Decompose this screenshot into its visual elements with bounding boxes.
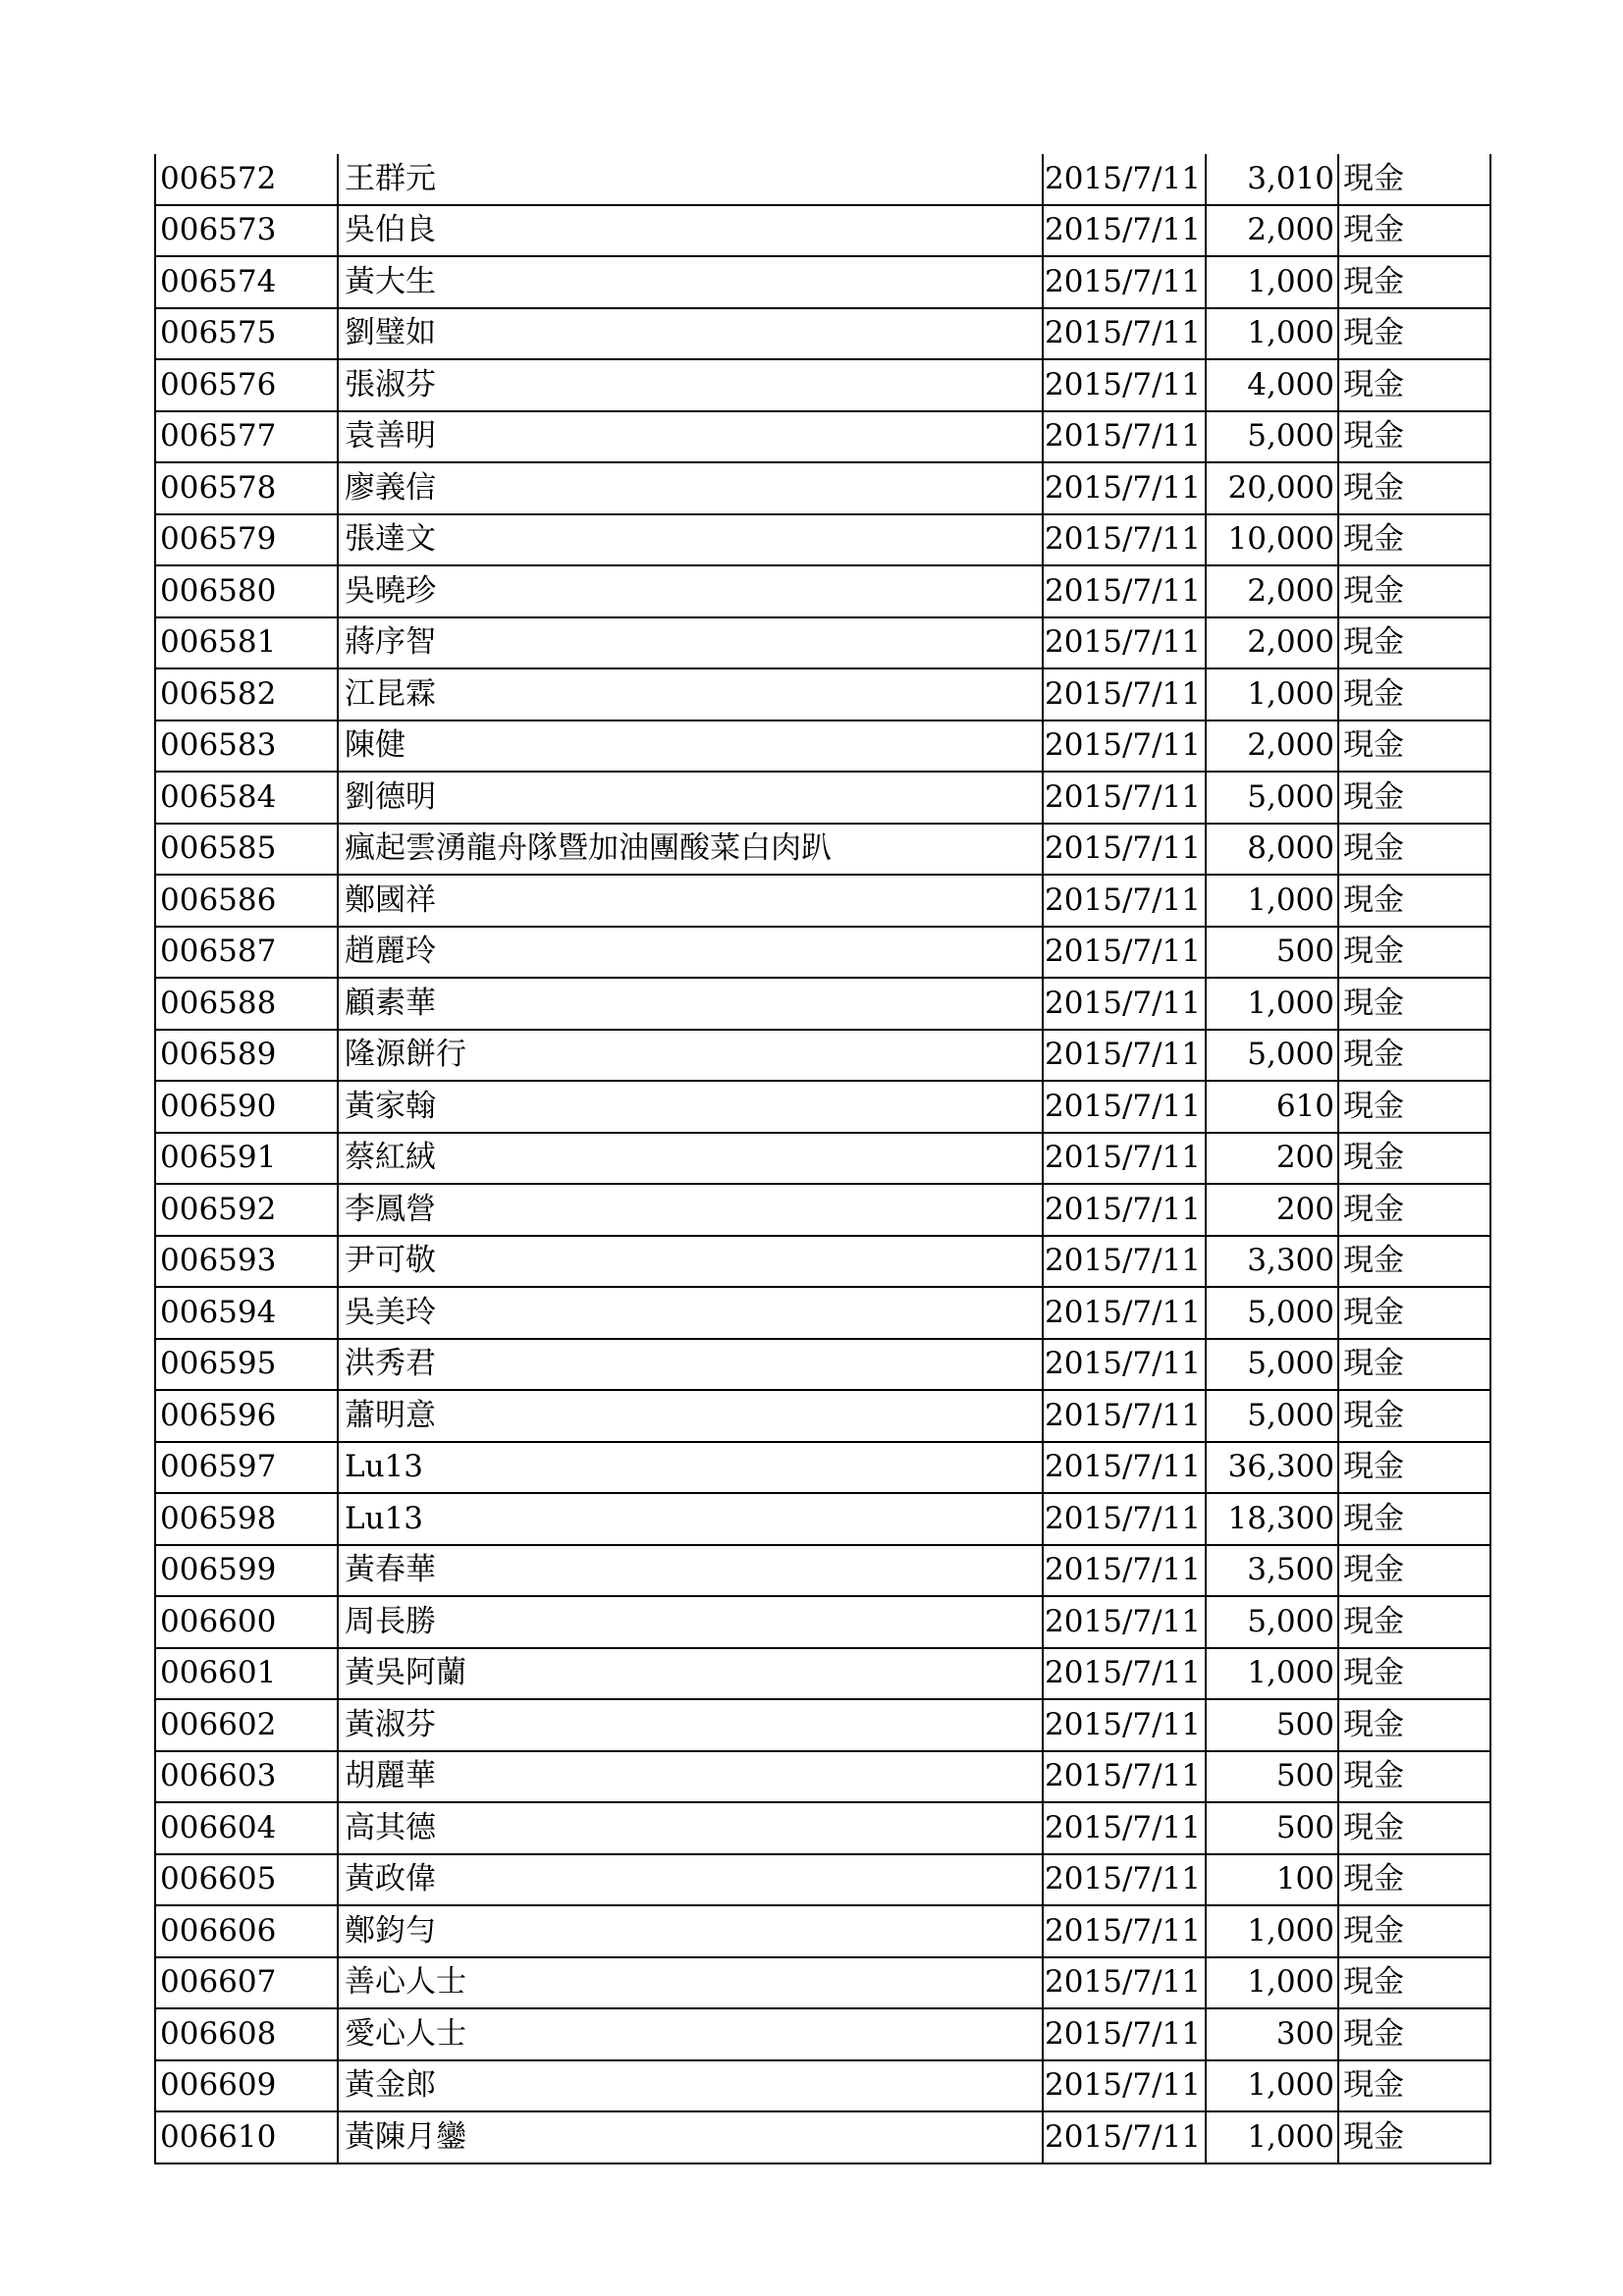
table-row <box>155 1648 1490 1700</box>
donation-date-cell: 2015/7/11 <box>1043 1957 1206 2009</box>
payment-method-cell: 現金 <box>1338 1442 1490 1494</box>
amount-cell: 4,000 <box>1206 359 1338 411</box>
donation-date-cell: 2015/7/11 <box>1043 205 1206 257</box>
donation-date-cell: 2015/7/11 <box>1043 668 1206 721</box>
amount-cell: 2,000 <box>1206 721 1338 773</box>
payment-method-cell: 現金 <box>1338 462 1490 514</box>
amount-cell: 100 <box>1206 1854 1338 1906</box>
payment-method-cell: 現金 <box>1338 411 1490 463</box>
payment-method-cell: 現金 <box>1338 2111 1490 2163</box>
amount-cell: 500 <box>1206 1751 1338 1803</box>
amount-cell: 3,010 <box>1206 154 1338 205</box>
table-row <box>155 514 1490 566</box>
amount-cell: 5,000 <box>1206 772 1338 824</box>
amount-cell: 3,500 <box>1206 1545 1338 1597</box>
payment-method-cell: 現金 <box>1338 1133 1490 1185</box>
receipt-number-cell: 006574 <box>155 256 338 308</box>
table-row <box>155 875 1490 927</box>
table-row <box>155 1030 1490 1082</box>
receipt-number-cell: 006582 <box>155 668 338 721</box>
donation-date-cell: 2015/7/11 <box>1043 1596 1206 1648</box>
amount-cell: 10,000 <box>1206 514 1338 566</box>
payment-method-cell: 現金 <box>1338 1648 1490 1700</box>
donor-name-cell: 黃春華 <box>338 1545 1043 1597</box>
amount-cell: 1,000 <box>1206 308 1338 360</box>
amount-cell: 2,000 <box>1206 205 1338 257</box>
amount-cell: 8,000 <box>1206 824 1338 876</box>
donor-name-cell: 黃政偉 <box>338 1854 1043 1906</box>
donor-name-cell: 袁善明 <box>338 411 1043 463</box>
donor-name-cell: 顧素華 <box>338 978 1043 1030</box>
table-row <box>155 154 1490 205</box>
amount-cell: 3,300 <box>1206 1236 1338 1288</box>
donor-name-cell: 張淑芬 <box>338 359 1043 411</box>
payment-method-cell: 現金 <box>1338 824 1490 876</box>
payment-method-cell: 現金 <box>1338 565 1490 617</box>
donor-name-cell: 鄭國祥 <box>338 875 1043 927</box>
donor-name-cell: 洪秀君 <box>338 1339 1043 1391</box>
donation-date-cell: 2015/7/11 <box>1043 1081 1206 1133</box>
table-row <box>155 205 1490 257</box>
receipt-number-cell: 006583 <box>155 721 338 773</box>
donation-date-cell: 2015/7/11 <box>1043 1751 1206 1803</box>
payment-method-cell: 現金 <box>1338 205 1490 257</box>
receipt-number-cell: 006591 <box>155 1133 338 1185</box>
donor-name-cell: 劉璧如 <box>338 308 1043 360</box>
donation-date-cell: 2015/7/11 <box>1043 514 1206 566</box>
table-row <box>155 2008 1490 2060</box>
payment-method-cell: 現金 <box>1338 1699 1490 1751</box>
amount-cell: 5,000 <box>1206 1596 1338 1648</box>
donation-date-cell: 2015/7/11 <box>1043 1545 1206 1597</box>
amount-cell: 200 <box>1206 1133 1338 1185</box>
amount-cell: 500 <box>1206 1802 1338 1854</box>
receipt-number-cell: 006572 <box>155 154 338 205</box>
receipt-number-cell: 006606 <box>155 1905 338 1957</box>
donation-date-cell: 2015/7/11 <box>1043 565 1206 617</box>
donor-name-cell: 隆源餅行 <box>338 1030 1043 1082</box>
donor-name-cell: 黃金郎 <box>338 2060 1043 2112</box>
table-row <box>155 462 1490 514</box>
donation-date-cell: 2015/7/11 <box>1043 2060 1206 2112</box>
payment-method-cell: 現金 <box>1338 1184 1490 1236</box>
receipt-number-cell: 006597 <box>155 1442 338 1494</box>
payment-method-cell: 現金 <box>1338 1751 1490 1803</box>
donation-date-cell: 2015/7/11 <box>1043 1287 1206 1339</box>
table-row <box>155 1339 1490 1391</box>
payment-method-cell: 現金 <box>1338 514 1490 566</box>
receipt-number-cell: 006594 <box>155 1287 338 1339</box>
donor-name-cell: 蔡紅絨 <box>338 1133 1043 1185</box>
table-row <box>155 1802 1490 1854</box>
table-row <box>155 1596 1490 1648</box>
donation-date-cell: 2015/7/11 <box>1043 1802 1206 1854</box>
amount-cell: 1,000 <box>1206 978 1338 1030</box>
donation-date-cell: 2015/7/11 <box>1043 411 1206 463</box>
amount-cell: 610 <box>1206 1081 1338 1133</box>
donation-date-cell: 2015/7/11 <box>1043 875 1206 927</box>
receipt-number-cell: 006609 <box>155 2060 338 2112</box>
donation-date-cell: 2015/7/11 <box>1043 1493 1206 1545</box>
payment-method-cell: 現金 <box>1338 1545 1490 1597</box>
amount-cell: 2,000 <box>1206 617 1338 669</box>
donor-name-cell: 黃家翰 <box>338 1081 1043 1133</box>
table-row <box>155 1493 1490 1545</box>
donor-name-cell: 吳曉珍 <box>338 565 1043 617</box>
receipt-number-cell: 006608 <box>155 2008 338 2060</box>
donation-date-cell: 2015/7/11 <box>1043 1133 1206 1185</box>
donor-name-cell: 鄭鈞勻 <box>338 1905 1043 1957</box>
receipt-number-cell: 006584 <box>155 772 338 824</box>
payment-method-cell: 現金 <box>1338 1596 1490 1648</box>
table-row <box>155 617 1490 669</box>
amount-cell: 1,000 <box>1206 1648 1338 1700</box>
receipt-number-cell: 006607 <box>155 1957 338 2009</box>
receipt-number-cell: 006575 <box>155 308 338 360</box>
amount-cell: 5,000 <box>1206 1287 1338 1339</box>
payment-method-cell: 現金 <box>1338 927 1490 979</box>
donation-date-cell: 2015/7/11 <box>1043 1339 1206 1391</box>
payment-method-cell: 現金 <box>1338 978 1490 1030</box>
donor-name-cell: 廖義信 <box>338 462 1043 514</box>
donation-date-cell: 2015/7/11 <box>1043 824 1206 876</box>
amount-cell: 200 <box>1206 1184 1338 1236</box>
payment-method-cell: 現金 <box>1338 154 1490 205</box>
receipt-number-cell: 006598 <box>155 1493 338 1545</box>
payment-method-cell: 現金 <box>1338 2060 1490 2112</box>
payment-method-cell: 現金 <box>1338 256 1490 308</box>
amount-cell: 300 <box>1206 2008 1338 2060</box>
donor-name-cell: 李鳳營 <box>338 1184 1043 1236</box>
table-row <box>155 1390 1490 1442</box>
donation-date-cell: 2015/7/11 <box>1043 1442 1206 1494</box>
amount-cell: 1,000 <box>1206 1905 1338 1957</box>
table-row <box>155 772 1490 824</box>
payment-method-cell: 現金 <box>1338 721 1490 773</box>
table-row <box>155 565 1490 617</box>
receipt-number-cell: 006593 <box>155 1236 338 1288</box>
donation-date-cell: 2015/7/11 <box>1043 721 1206 773</box>
payment-method-cell: 現金 <box>1338 308 1490 360</box>
amount-cell: 36,300 <box>1206 1442 1338 1494</box>
amount-cell: 1,000 <box>1206 2060 1338 2112</box>
payment-method-cell: 現金 <box>1338 1957 1490 2009</box>
donation-date-cell: 2015/7/11 <box>1043 2008 1206 2060</box>
donor-name-cell: 趙麗玲 <box>338 927 1043 979</box>
table-row <box>155 1133 1490 1185</box>
table-row <box>155 978 1490 1030</box>
donor-name-cell: 黃大生 <box>338 256 1043 308</box>
table-row <box>155 668 1490 721</box>
receipt-number-cell: 006605 <box>155 1854 338 1906</box>
receipt-number-cell: 006601 <box>155 1648 338 1700</box>
amount-cell: 5,000 <box>1206 411 1338 463</box>
receipt-number-cell: 006585 <box>155 824 338 876</box>
payment-method-cell: 現金 <box>1338 772 1490 824</box>
table-row <box>155 1545 1490 1597</box>
table-row <box>155 1442 1490 1494</box>
payment-method-cell: 現金 <box>1338 1236 1490 1288</box>
receipt-number-cell: 006581 <box>155 617 338 669</box>
donor-name-cell: 王群元 <box>338 154 1043 205</box>
payment-method-cell: 現金 <box>1338 2008 1490 2060</box>
table-row <box>155 927 1490 979</box>
amount-cell: 1,000 <box>1206 668 1338 721</box>
table-row <box>155 359 1490 411</box>
receipt-number-cell: 006577 <box>155 411 338 463</box>
receipt-number-cell: 006578 <box>155 462 338 514</box>
donor-name-cell: 黃陳月鑾 <box>338 2111 1043 2163</box>
donation-date-cell: 2015/7/11 <box>1043 978 1206 1030</box>
table-row <box>155 1699 1490 1751</box>
donation-date-cell: 2015/7/11 <box>1043 1905 1206 1957</box>
table-row <box>155 1081 1490 1133</box>
donor-name-cell: 蔣序智 <box>338 617 1043 669</box>
donation-date-cell: 2015/7/11 <box>1043 927 1206 979</box>
amount-cell: 500 <box>1206 927 1338 979</box>
receipt-number-cell: 006604 <box>155 1802 338 1854</box>
donor-name-cell: 蕭明意 <box>338 1390 1043 1442</box>
table-row <box>155 2060 1490 2112</box>
receipt-number-cell: 006579 <box>155 514 338 566</box>
payment-method-cell: 現金 <box>1338 617 1490 669</box>
donation-date-cell: 2015/7/11 <box>1043 1390 1206 1442</box>
table-row <box>155 411 1490 463</box>
receipt-number-cell: 006586 <box>155 875 338 927</box>
payment-method-cell: 現金 <box>1338 1287 1490 1339</box>
donor-name-cell: 愛心人士 <box>338 2008 1043 2060</box>
payment-method-cell: 現金 <box>1338 1802 1490 1854</box>
table-row <box>155 824 1490 876</box>
amount-cell: 20,000 <box>1206 462 1338 514</box>
table-row <box>155 1905 1490 1957</box>
donation-date-cell: 2015/7/11 <box>1043 256 1206 308</box>
table-row <box>155 1751 1490 1803</box>
amount-cell: 2,000 <box>1206 565 1338 617</box>
donor-name-cell: 吳伯良 <box>338 205 1043 257</box>
receipt-number-cell: 006589 <box>155 1030 338 1082</box>
donation-date-cell: 2015/7/11 <box>1043 308 1206 360</box>
receipt-number-cell: 006602 <box>155 1699 338 1751</box>
payment-method-cell: 現金 <box>1338 668 1490 721</box>
table-row <box>155 1287 1490 1339</box>
amount-cell: 5,000 <box>1206 1030 1338 1082</box>
receipt-number-cell: 006592 <box>155 1184 338 1236</box>
donor-name-cell: 陳健 <box>338 721 1043 773</box>
receipt-number-cell: 006590 <box>155 1081 338 1133</box>
receipt-number-cell: 006600 <box>155 1596 338 1648</box>
donor-name-cell: Lu13 <box>338 1493 1043 1545</box>
donation-date-cell: 2015/7/11 <box>1043 359 1206 411</box>
receipt-number-cell: 006610 <box>155 2111 338 2163</box>
payment-method-cell: 現金 <box>1338 1493 1490 1545</box>
amount-cell: 1,000 <box>1206 875 1338 927</box>
payment-method-cell: 現金 <box>1338 1854 1490 1906</box>
table-row <box>155 1854 1490 1906</box>
donation-date-cell: 2015/7/11 <box>1043 154 1206 205</box>
receipt-number-cell: 006580 <box>155 565 338 617</box>
receipt-number-cell: 006576 <box>155 359 338 411</box>
donation-date-cell: 2015/7/11 <box>1043 1236 1206 1288</box>
donor-name-cell: 江昆霖 <box>338 668 1043 721</box>
payment-method-cell: 現金 <box>1338 1905 1490 1957</box>
receipt-number-cell: 006603 <box>155 1751 338 1803</box>
table-row <box>155 308 1490 360</box>
donor-name-cell: 劉德明 <box>338 772 1043 824</box>
receipt-number-cell: 006573 <box>155 205 338 257</box>
receipt-number-cell: 006599 <box>155 1545 338 1597</box>
amount-cell: 1,000 <box>1206 2111 1338 2163</box>
donor-name-cell: 瘋起雲湧龍舟隊暨加油團酸菜白肉趴 <box>338 824 1043 876</box>
donation-table <box>154 154 1491 2164</box>
donation-date-cell: 2015/7/11 <box>1043 462 1206 514</box>
amount-cell: 500 <box>1206 1699 1338 1751</box>
amount-cell: 1,000 <box>1206 256 1338 308</box>
donation-date-cell: 2015/7/11 <box>1043 772 1206 824</box>
donor-name-cell: 尹可敬 <box>338 1236 1043 1288</box>
payment-method-cell: 現金 <box>1338 1339 1490 1391</box>
table-row <box>155 2111 1490 2163</box>
receipt-number-cell: 006587 <box>155 927 338 979</box>
table-row <box>155 721 1490 773</box>
amount-cell: 5,000 <box>1206 1390 1338 1442</box>
donation-date-cell: 2015/7/11 <box>1043 617 1206 669</box>
donation-date-cell: 2015/7/11 <box>1043 1854 1206 1906</box>
donor-name-cell: 張達文 <box>338 514 1043 566</box>
donor-name-cell: 周長勝 <box>338 1596 1043 1648</box>
amount-cell: 18,300 <box>1206 1493 1338 1545</box>
payment-method-cell: 現金 <box>1338 359 1490 411</box>
donation-table-body <box>155 154 1490 2163</box>
table-row <box>155 1184 1490 1236</box>
table-row <box>155 1236 1490 1288</box>
donor-name-cell: 善心人士 <box>338 1957 1043 2009</box>
donation-date-cell: 2015/7/11 <box>1043 2111 1206 2163</box>
receipt-number-cell: 006595 <box>155 1339 338 1391</box>
donor-name-cell: 胡麗華 <box>338 1751 1043 1803</box>
payment-method-cell: 現金 <box>1338 1081 1490 1133</box>
amount-cell: 1,000 <box>1206 1957 1338 2009</box>
receipt-number-cell: 006588 <box>155 978 338 1030</box>
donation-date-cell: 2015/7/11 <box>1043 1184 1206 1236</box>
donation-date-cell: 2015/7/11 <box>1043 1648 1206 1700</box>
donor-name-cell: 黃吳阿蘭 <box>338 1648 1043 1700</box>
donor-name-cell: 高其德 <box>338 1802 1043 1854</box>
table-row <box>155 256 1490 308</box>
donor-name-cell: 吳美玲 <box>338 1287 1043 1339</box>
payment-method-cell: 現金 <box>1338 1390 1490 1442</box>
amount-cell: 5,000 <box>1206 1339 1338 1391</box>
donation-date-cell: 2015/7/11 <box>1043 1030 1206 1082</box>
table-row <box>155 1957 1490 2009</box>
receipt-number-cell: 006596 <box>155 1390 338 1442</box>
payment-method-cell: 現金 <box>1338 875 1490 927</box>
donor-name-cell: Lu13 <box>338 1442 1043 1494</box>
donation-date-cell: 2015/7/11 <box>1043 1699 1206 1751</box>
donor-name-cell: 黃淑芬 <box>338 1699 1043 1751</box>
payment-method-cell: 現金 <box>1338 1030 1490 1082</box>
